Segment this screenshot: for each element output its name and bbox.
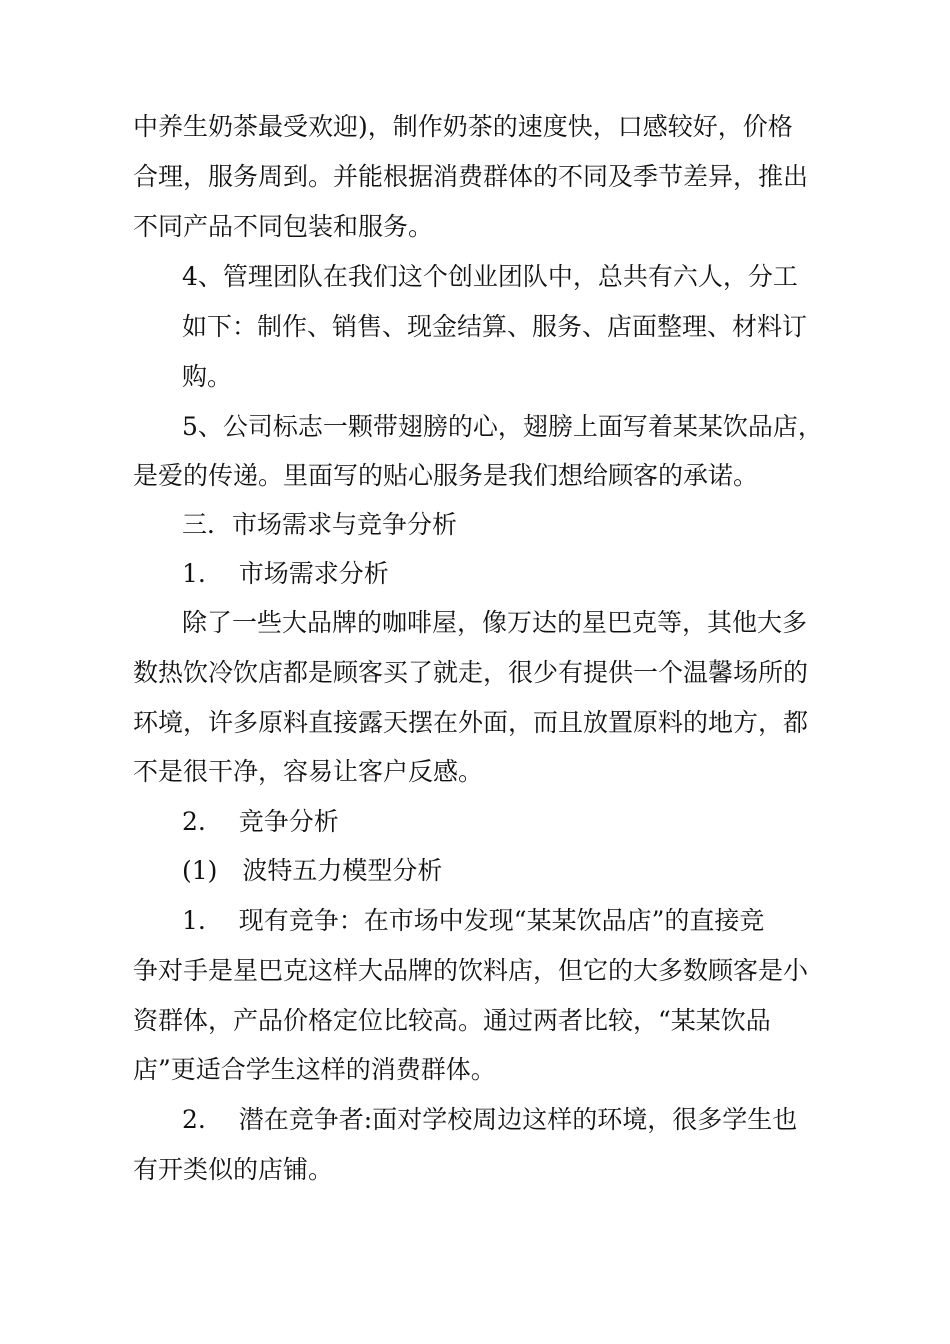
text-line: 中养生奶茶最受欢迎)，制作奶茶的速度快，口感较好，价格 xyxy=(133,112,793,141)
text-line: 5、公司标志一颗带翅膀的心，翅膀上面写着某某饮品店， xyxy=(182,412,823,441)
text-line: 是爱的传递。里面写的贴心服务是我们想给顾客的承诺。 xyxy=(133,461,759,490)
subsection-heading: 2. 竞争分析 xyxy=(182,807,339,836)
text-line: 购。 xyxy=(182,362,233,391)
text-line: 4、管理团队在我们这个创业团队中，总共有六人，分工 xyxy=(182,262,798,291)
text-line: 合理，服务周到。并能根据消费群体的不同及季节差异，推出 xyxy=(133,162,809,191)
text-line: 除了一些大品牌的咖啡屋，像万达的星巴克等，其他大多 xyxy=(182,608,808,637)
text-line: 环境，许多原料直接露天摆在外面，而且放置原料的地方，都 xyxy=(133,708,809,737)
text-line: 2. 潜在竞争者:面对学校周边这样的环境，很多学生也 xyxy=(182,1105,798,1134)
text-line: 资群体，产品价格定位比较高。通过两者比较，“某某饮品 xyxy=(133,1006,771,1035)
text-line: 如下：制作、销售、现金结算、服务、店面整理、材料订 xyxy=(182,312,808,341)
text-line: 不是很干净，容易让客户反感。 xyxy=(133,757,484,786)
subsection-heading: (1) 波特五力模型分析 xyxy=(182,856,443,885)
text-line: 不同产品不同包装和服务。 xyxy=(133,212,434,241)
section-heading: 三．市场需求与竞争分析 xyxy=(182,510,458,539)
text-line: 店”更适合学生这样的消费群体。 xyxy=(133,1055,496,1084)
text-line: 数热饮冷饮店都是顾客买了就走，很少有提供一个温馨场所的 xyxy=(133,658,809,687)
text-line: 有开类似的店铺。 xyxy=(133,1155,334,1184)
text-line: 1. 现有竞争：在市场中发现“某某饮品店”的直接竞 xyxy=(182,906,765,935)
text-line: 争对手是星巴克这样大品牌的饮料店，但它的大多数顾客是小 xyxy=(133,956,809,985)
subsection-heading: 1. 市场需求分析 xyxy=(182,559,389,588)
